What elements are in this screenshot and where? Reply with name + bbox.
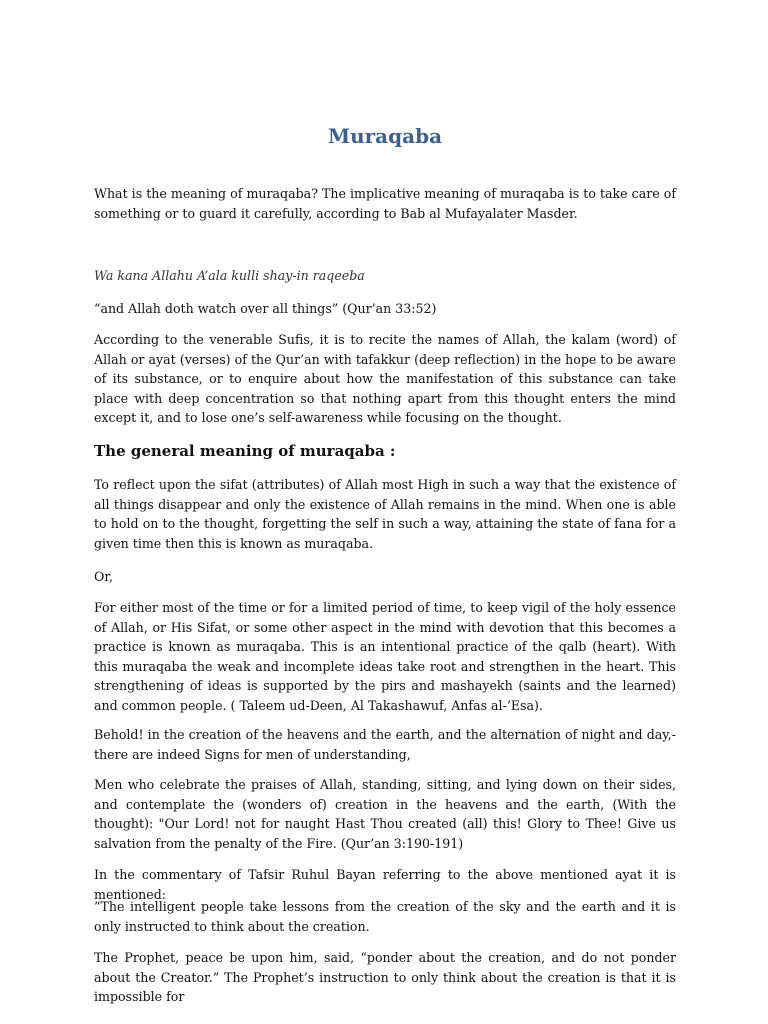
paragraph-commentary: In the commentary of Tafsir Ruhul Bayan referring to the above mentioned ayat it is mentioned: [94, 867, 676, 902]
section-heading-general-meaning: The general meaning of muraqaba : [94, 442, 396, 460]
paragraph-reflect: To reflect upon the sifat (attributes) of Allah most High in such a way that the existence of all things disappear and only the existence of Allah remains in the mind. When one is able to hold on to the thought, forgetting the self in such a way, attaining the state of fana for a given time then this is known as muraqaba. [94, 477, 676, 551]
paragraph-meaning: What is the meaning of muraqaba? The implicative meaning of muraqaba is to take care of something or to guard it carefully, according to Bab al Mufayalater Masder. [94, 186, 676, 221]
paragraph-behold: Behold! in the creation of the heavens and the earth, and the alternation of night and day,- there are indeed Signs for men of understanding, [94, 727, 676, 762]
paragraph-men-who-celebrate: Men who celebrate the praises of Allah, standing, sitting, and lying down on their sides, and contemplate the (wonders of) creation in the heavens and the earth, (With the thought): "Our Lord! not for naught Hast Thou created (all) this! Glory to Thee! Give us salvation from the penalty of the Fire. (Qur’an 3:190-191) [94, 777, 676, 851]
paragraph-prophet: The Prophet, peace be upon him, said, “ponder about the creation, and do not ponder about the Creator.” The Prophet’s instruction to only think about the creation is that it is impossible for [94, 950, 676, 1005]
paragraph-quran-quote: “and Allah doth watch over all things” (Qur’an 33:52) [94, 301, 437, 316]
paragraph-vigil: For either most of the time or for a limited period of time, to keep vigil of the holy essence of Allah, or His Sifat, or some other aspect in the mind with devotion that this becomes a practice is known as muraqaba. This is an intentional practice of the qalb (heart). With this muraqaba the weak and incomplete ideas take root and strengthen in the heart. This strengthening of ideas is supported by the pirs and mashayekh (saints and the learned) and common people. ( Taleem ud-Deen, Al Takashawuf, Anfas al-‘Esa). [94, 600, 676, 713]
page-title: Muraqaba [327, 124, 443, 148]
paragraph-sufi-definition: According to the venerable Sufis, it is to recite the names of Allah, the kalam (word) of Allah or ayat (verses) of the Qur’an with tafakkur (deep reflection) in the hope to be aware of its substance, or to enquire about how the manifestation of this substance can take place with deep concentration so that nothing apart from this thought enters the mind except it, and to lose one’s self-awareness while focusing on the thought. [94, 332, 676, 426]
paragraph-arabic-transliteration: Wa kana Allahu A’ala kulli shay-in raqeeba [94, 268, 365, 283]
paragraph-intelligent-people: “The intelligent people take lessons from the creation of the sky and the earth and it is only instructed to think about the creation. [94, 899, 676, 934]
paragraph-or: Or, [94, 569, 113, 584]
